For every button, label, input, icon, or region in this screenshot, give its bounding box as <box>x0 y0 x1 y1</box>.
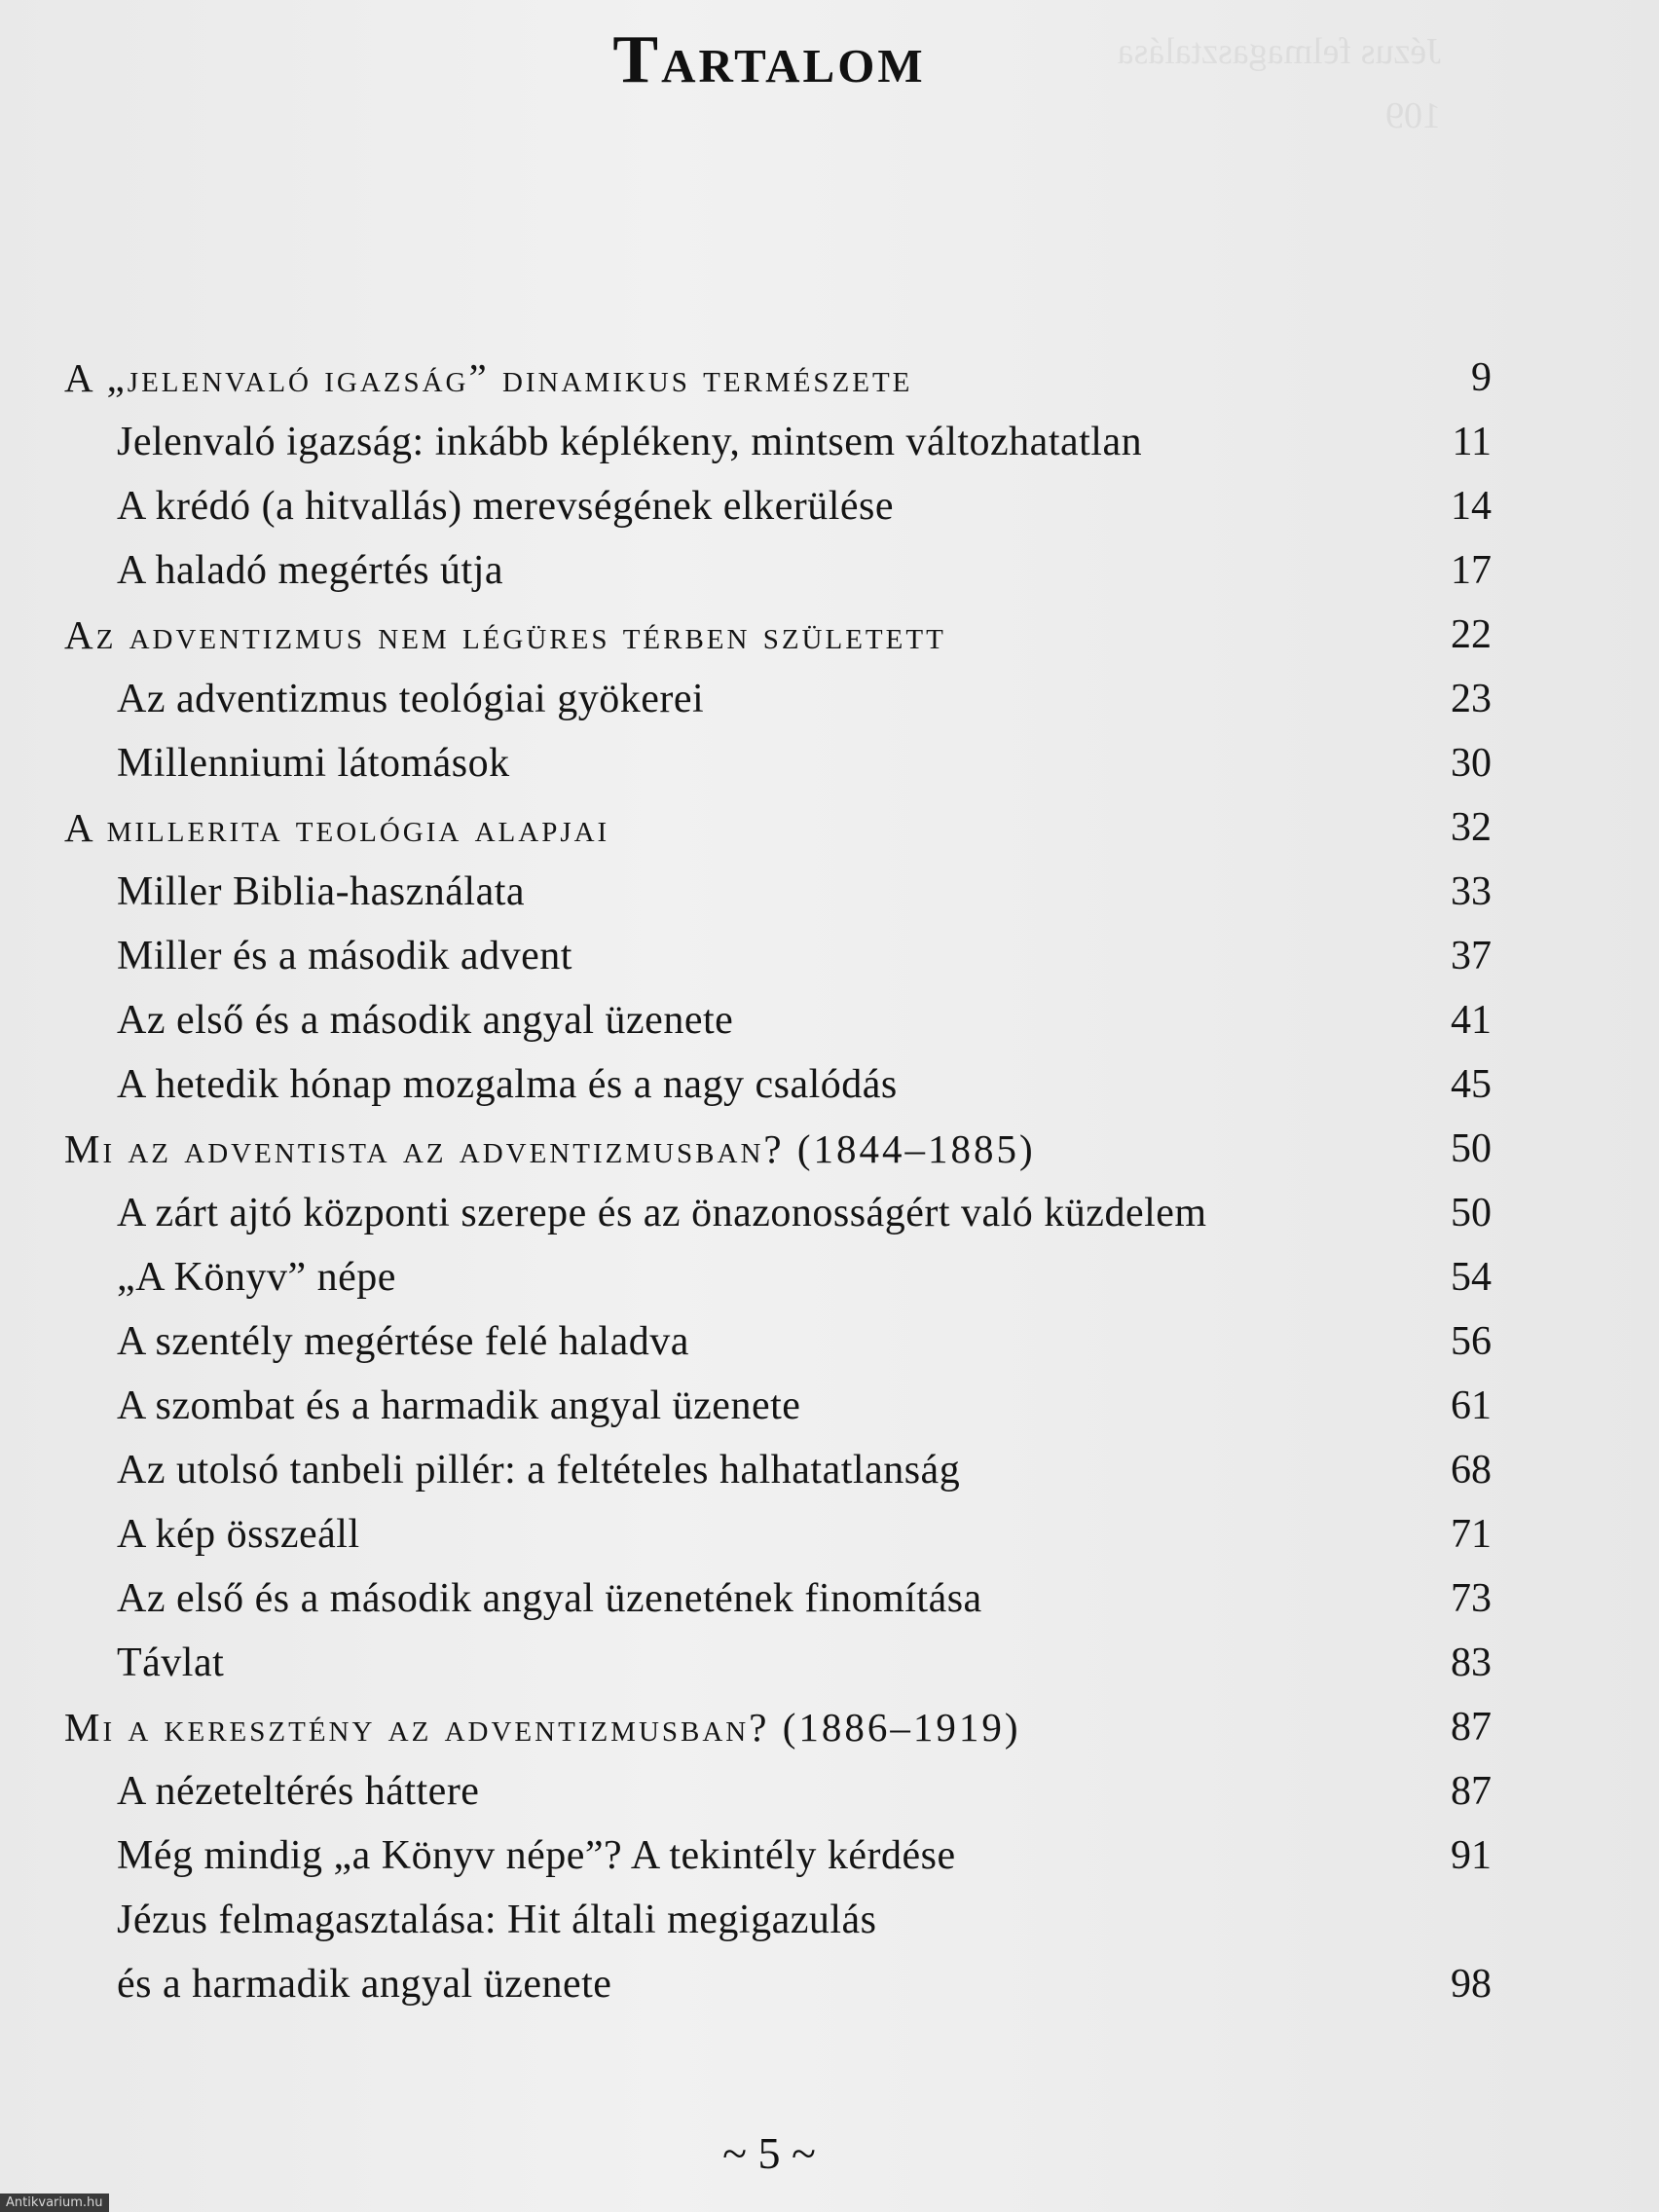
toc-entry-page: 14 <box>1451 484 1492 529</box>
toc-entry-title: A krédó (a hitvallás) merevségének elkerülése <box>117 484 895 529</box>
toc-entry-title: „A Könyv” népe <box>117 1255 396 1300</box>
toc-entry[interactable] <box>0 1695 1659 1759</box>
toc-entry[interactable] <box>0 603 1659 667</box>
toc-entry[interactable] <box>0 1759 1659 1824</box>
toc-entry[interactable] <box>0 667 1659 731</box>
toc-entry-page: 17 <box>1451 548 1492 593</box>
toc-entry-page: 73 <box>1451 1576 1492 1621</box>
toc-entry-page: 32 <box>1451 805 1492 850</box>
toc-entry[interactable] <box>0 1438 1659 1502</box>
toc-entry-title: Millenniumi látomások <box>117 741 510 786</box>
toc-entry-title: A kép összeáll <box>117 1512 360 1557</box>
toc-entry-page: 61 <box>1451 1383 1492 1428</box>
toc-entry-title: Mi a keresztény az adventizmusban? (1886–1919) <box>64 1705 1021 1750</box>
toc-entry-page: 37 <box>1451 934 1492 978</box>
toc-entry-title: Miller és a második advent <box>117 934 572 978</box>
toc-entry-page: 71 <box>1451 1512 1492 1557</box>
toc-entry-page: 68 <box>1451 1448 1492 1493</box>
toc-entry[interactable] <box>0 1952 1659 2016</box>
toc-entry-title: Jézus felmagasztalása: Hit általi megigazulás <box>117 1898 877 1942</box>
toc-entry-title: Az utolsó tanbeli pillér: a feltételes halhatatlanság <box>117 1448 961 1493</box>
toc-entry[interactable] <box>0 731 1659 795</box>
toc-entry-page: 50 <box>1451 1191 1492 1235</box>
toc-entry-title: A „jelenvaló igazság” dinamikus természete <box>64 355 913 400</box>
toc-entry[interactable] <box>0 1309 1659 1374</box>
watermark: Antikvarium.hu <box>0 2194 109 2212</box>
toc-entry[interactable] <box>0 924 1659 988</box>
toc-entry-page: 11 <box>1452 420 1492 464</box>
toc-entry-title: A haladó megértés útja <box>117 548 504 593</box>
toc-entry-page: 23 <box>1451 677 1492 721</box>
toc-entry-title: Az adventizmus nem légüres térben született <box>64 612 946 657</box>
toc-entry-page: 98 <box>1451 1962 1492 2007</box>
toc-entry[interactable] <box>0 1888 1659 1952</box>
toc-entry[interactable] <box>0 410 1659 474</box>
toc-entry[interactable] <box>0 1824 1659 1888</box>
toc-entry-page: 9 <box>1471 355 1492 400</box>
toc-entry-page: 22 <box>1451 612 1492 657</box>
toc-entry[interactable] <box>0 860 1659 924</box>
toc-entry-title: A szentély megértése felé haladva <box>117 1319 689 1364</box>
toc-entry-title: Jelenvaló igazság: inkább képlékeny, mintsem változhatatlan <box>117 420 1143 464</box>
toc-entry-title: Az első és a második angyal üzenete <box>117 998 734 1043</box>
bleed-through-text: Jézus felmagasztalása 109 <box>821 31 1441 136</box>
toc-entry[interactable] <box>0 538 1659 603</box>
toc-entry-title: Még mindig „a Könyv népe”? A tekintély kérdése <box>117 1833 956 1878</box>
toc-entry-title: A hetedik hónap mozgalma és a nagy csalódás <box>117 1062 898 1107</box>
toc-entry-title: Az adventizmus teológiai gyökerei <box>117 677 705 721</box>
toc-entry-page: 45 <box>1451 1062 1492 1107</box>
toc-entry-page: 87 <box>1451 1705 1492 1750</box>
toc-entry[interactable] <box>0 795 1659 860</box>
toc-entry[interactable] <box>0 1502 1659 1567</box>
toc-entry-page: 30 <box>1451 741 1492 786</box>
toc-entry[interactable] <box>0 1052 1659 1117</box>
toc-entry[interactable] <box>0 474 1659 538</box>
toc-entry-page: 91 <box>1451 1833 1492 1878</box>
toc-entry-title: A nézeteltérés háttere <box>117 1769 480 1814</box>
toc-entry[interactable] <box>0 1631 1659 1695</box>
toc-entry-title: Az első és a második angyal üzenetének finomítása <box>117 1576 982 1621</box>
page-number: ~ 5 ~ <box>722 2128 816 2178</box>
toc-entry[interactable] <box>0 346 1659 410</box>
toc-entry[interactable] <box>0 988 1659 1052</box>
toc-entry-page: 87 <box>1451 1769 1492 1814</box>
toc-entry[interactable] <box>0 1181 1659 1245</box>
toc-entry-title: A millerita teológia alapjai <box>64 805 610 850</box>
toc-entry-title: A szombat és a harmadik angyal üzenete <box>117 1383 801 1428</box>
toc-entry-page: 83 <box>1451 1641 1492 1685</box>
table-of-contents <box>0 346 1659 2016</box>
toc-entry-page: 56 <box>1451 1319 1492 1364</box>
toc-entry-page: 33 <box>1451 869 1492 914</box>
toc-entry-title: Miller Biblia-használata <box>117 869 526 914</box>
toc-entry-title: és a harmadik angyal üzenete <box>117 1962 612 2007</box>
toc-entry[interactable] <box>0 1374 1659 1438</box>
toc-entry-title: A zárt ajtó központi szerepe és az önazonosságért való küzdelem <box>117 1191 1207 1235</box>
toc-entry[interactable] <box>0 1567 1659 1631</box>
toc-entry-title: Távlat <box>117 1641 225 1685</box>
toc-entry-page: 50 <box>1451 1126 1492 1171</box>
toc-entry[interactable] <box>0 1245 1659 1309</box>
toc-entry-page: 54 <box>1451 1255 1492 1300</box>
toc-entry[interactable] <box>0 1117 1659 1181</box>
toc-entry-title: Mi az adventista az adventizmusban? (1844–1885) <box>64 1126 1036 1171</box>
toc-entry-page: 41 <box>1451 998 1492 1043</box>
page-title: Tartalom <box>612 22 926 97</box>
